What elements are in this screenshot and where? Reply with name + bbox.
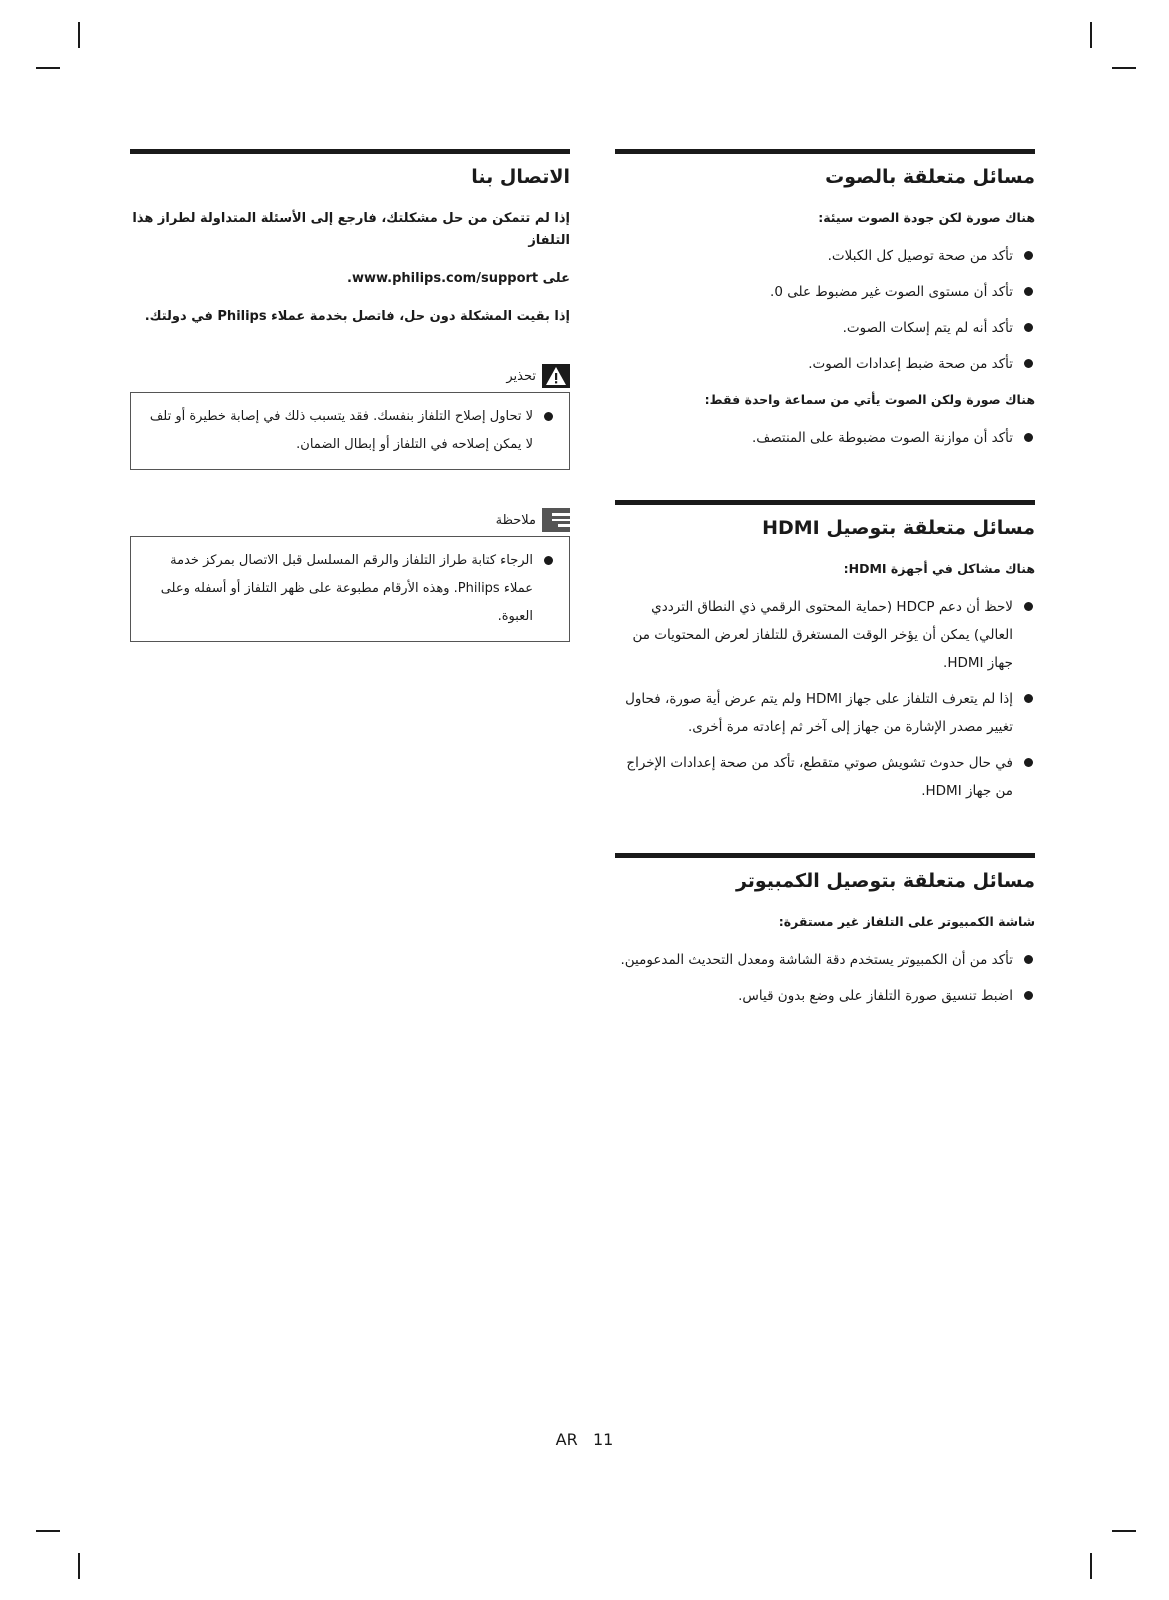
bullet-icon — [1024, 602, 1033, 611]
list-item — [615, 593, 1035, 677]
section-title: الاتصال بنا — [471, 166, 570, 188]
problem-heading: هناك صورة لكن جودة الصوت سيئة: — [818, 210, 1035, 225]
problem-heading: شاشة الكمبيوتر على التلفاز غير مستقرة: — [778, 914, 1035, 929]
note-header — [130, 508, 570, 532]
bullet-icon — [1024, 955, 1033, 964]
list-item-text: الرجاء كتابة طراز التلفاز والرقم المسلسل قبل الاتصال بمركز خدمة عملاء Philips. وهذه الأرقام مطبوعة على ظهر التلفاز أو أسفله وعلى العبوة. — [160, 553, 533, 624]
warning-triangle-icon — [542, 364, 570, 388]
crop-mark — [1112, 1530, 1136, 1532]
bullet-icon — [1024, 323, 1033, 332]
list-item-text: تأكد من صحة ضبط إعدادات الصوت. — [808, 356, 1013, 372]
section-rule — [615, 853, 1035, 858]
bullet-icon — [1024, 287, 1033, 296]
list-item-text: إذا لم يتعرف التلفاز على جهاز HDMI ولم يتم عرض أية صورة، فحاول تغيير مصدر الإشارة من جهاز إلى آخر ثم إعادته مرة أخرى. — [625, 691, 1013, 735]
page-footer — [0, 1430, 1169, 1449]
section-rule — [615, 149, 1035, 154]
list-item — [615, 314, 1035, 342]
bullet-icon — [544, 556, 553, 565]
warning-header — [130, 364, 570, 388]
bullet-icon — [544, 412, 553, 421]
pc-section — [615, 853, 1035, 1010]
list-item — [615, 424, 1035, 452]
support-link-text: على www.philips.com/support. — [347, 271, 570, 286]
bullet-icon — [1024, 758, 1033, 767]
bullet-icon — [1024, 433, 1033, 442]
bullet-list — [615, 424, 1035, 452]
warning-box — [130, 392, 570, 470]
note-label: ملاحظة — [495, 512, 536, 528]
section-title: مسائل متعلقة بتوصيل HDMI — [762, 517, 1035, 539]
list-item-text: تأكد أن موازنة الصوت مضبوطة على المنتصف. — [751, 430, 1013, 446]
list-item — [615, 685, 1035, 741]
section-title: مسائل متعلقة بالصوت — [825, 166, 1035, 188]
bullet-icon — [1024, 359, 1033, 368]
crop-mark — [1112, 67, 1136, 69]
hdmi-section — [615, 500, 1035, 805]
bullet-icon — [1024, 991, 1033, 1000]
bullet-icon — [1024, 251, 1033, 260]
list-item — [145, 403, 555, 459]
crop-mark — [36, 67, 60, 69]
list-item-text: تأكد أن مستوى الصوت غير مضبوط على 0. — [770, 284, 1013, 300]
bullet-list — [615, 593, 1035, 805]
list-item-text: اضبط تنسيق صورة التلفاز على وضع بدون قياس. — [738, 988, 1013, 1004]
bullet-list — [145, 403, 555, 459]
bullet-list — [615, 946, 1035, 1010]
section-title: مسائل متعلقة بتوصيل الكمبيوتر — [735, 870, 1035, 892]
list-item-text: لا تحاول إصلاح التلفاز بنفسك. فقد يتسبب ذلك في إصابة خطيرة أو تلف لا يمكن إصلاحه في التلفاز أو إبطال الضمان. — [149, 409, 533, 452]
list-item — [615, 749, 1035, 805]
crop-mark — [78, 1553, 80, 1579]
list-item-text: تأكد من صحة توصيل كل الكبلات. — [827, 248, 1013, 264]
contact-paragraph: إذا لم تتمكن من حل مشكلتك، فارجع إلى الأسئلة المتداولة لطراز هذا التلفاز — [132, 211, 570, 248]
section-rule — [130, 149, 570, 154]
language-code: AR — [555, 1430, 578, 1449]
list-item-text: تأكد أنه لم يتم إسكات الصوت. — [842, 320, 1013, 336]
list-item — [615, 350, 1035, 378]
bullet-list — [615, 242, 1035, 378]
crop-mark — [1090, 22, 1092, 48]
note-box — [130, 536, 570, 642]
contact-section — [130, 149, 570, 328]
section-rule — [615, 500, 1035, 505]
list-item-text: تأكد من أن الكمبيوتر يستخدم دقة الشاشة ومعدل التحديث المدعومين. — [620, 952, 1013, 968]
right-column — [615, 149, 1035, 1058]
crop-mark — [1090, 1553, 1092, 1579]
list-item — [615, 278, 1035, 306]
problem-heading: هناك مشاكل في أجهزة HDMI: — [843, 561, 1035, 576]
contact-paragraph: إذا بقيت المشكلة دون حل، فاتصل بخدمة عملاء Philips في دولتك. — [144, 309, 570, 324]
list-item — [615, 242, 1035, 270]
problem-heading: هناك صورة ولكن الصوت يأتي من سماعة واحدة فقط: — [704, 392, 1035, 407]
page-number: 11 — [592, 1430, 614, 1449]
list-item-text: في حال حدوث تشويش صوتي متقطع، تأكد من صحة إعدادات الإخراج من جهاز HDMI. — [626, 755, 1013, 799]
list-item — [145, 547, 555, 631]
list-item — [615, 946, 1035, 974]
left-column — [130, 149, 570, 680]
sound-section — [615, 149, 1035, 452]
bullet-list — [145, 547, 555, 631]
note-lines-icon — [542, 508, 570, 532]
list-item-text: لاحظ أن دعم HDCP (حماية المحتوى الرقمي ذي النطاق الترددي العالي) يمكن أن يؤخر الوقت المستغرق للتلفاز لعرض المحتويات من جهاز HDMI. — [632, 599, 1013, 671]
crop-mark — [78, 22, 80, 48]
warning-label: تحذير — [506, 368, 536, 384]
crop-mark — [36, 1530, 60, 1532]
list-item — [615, 982, 1035, 1010]
bullet-icon — [1024, 694, 1033, 703]
